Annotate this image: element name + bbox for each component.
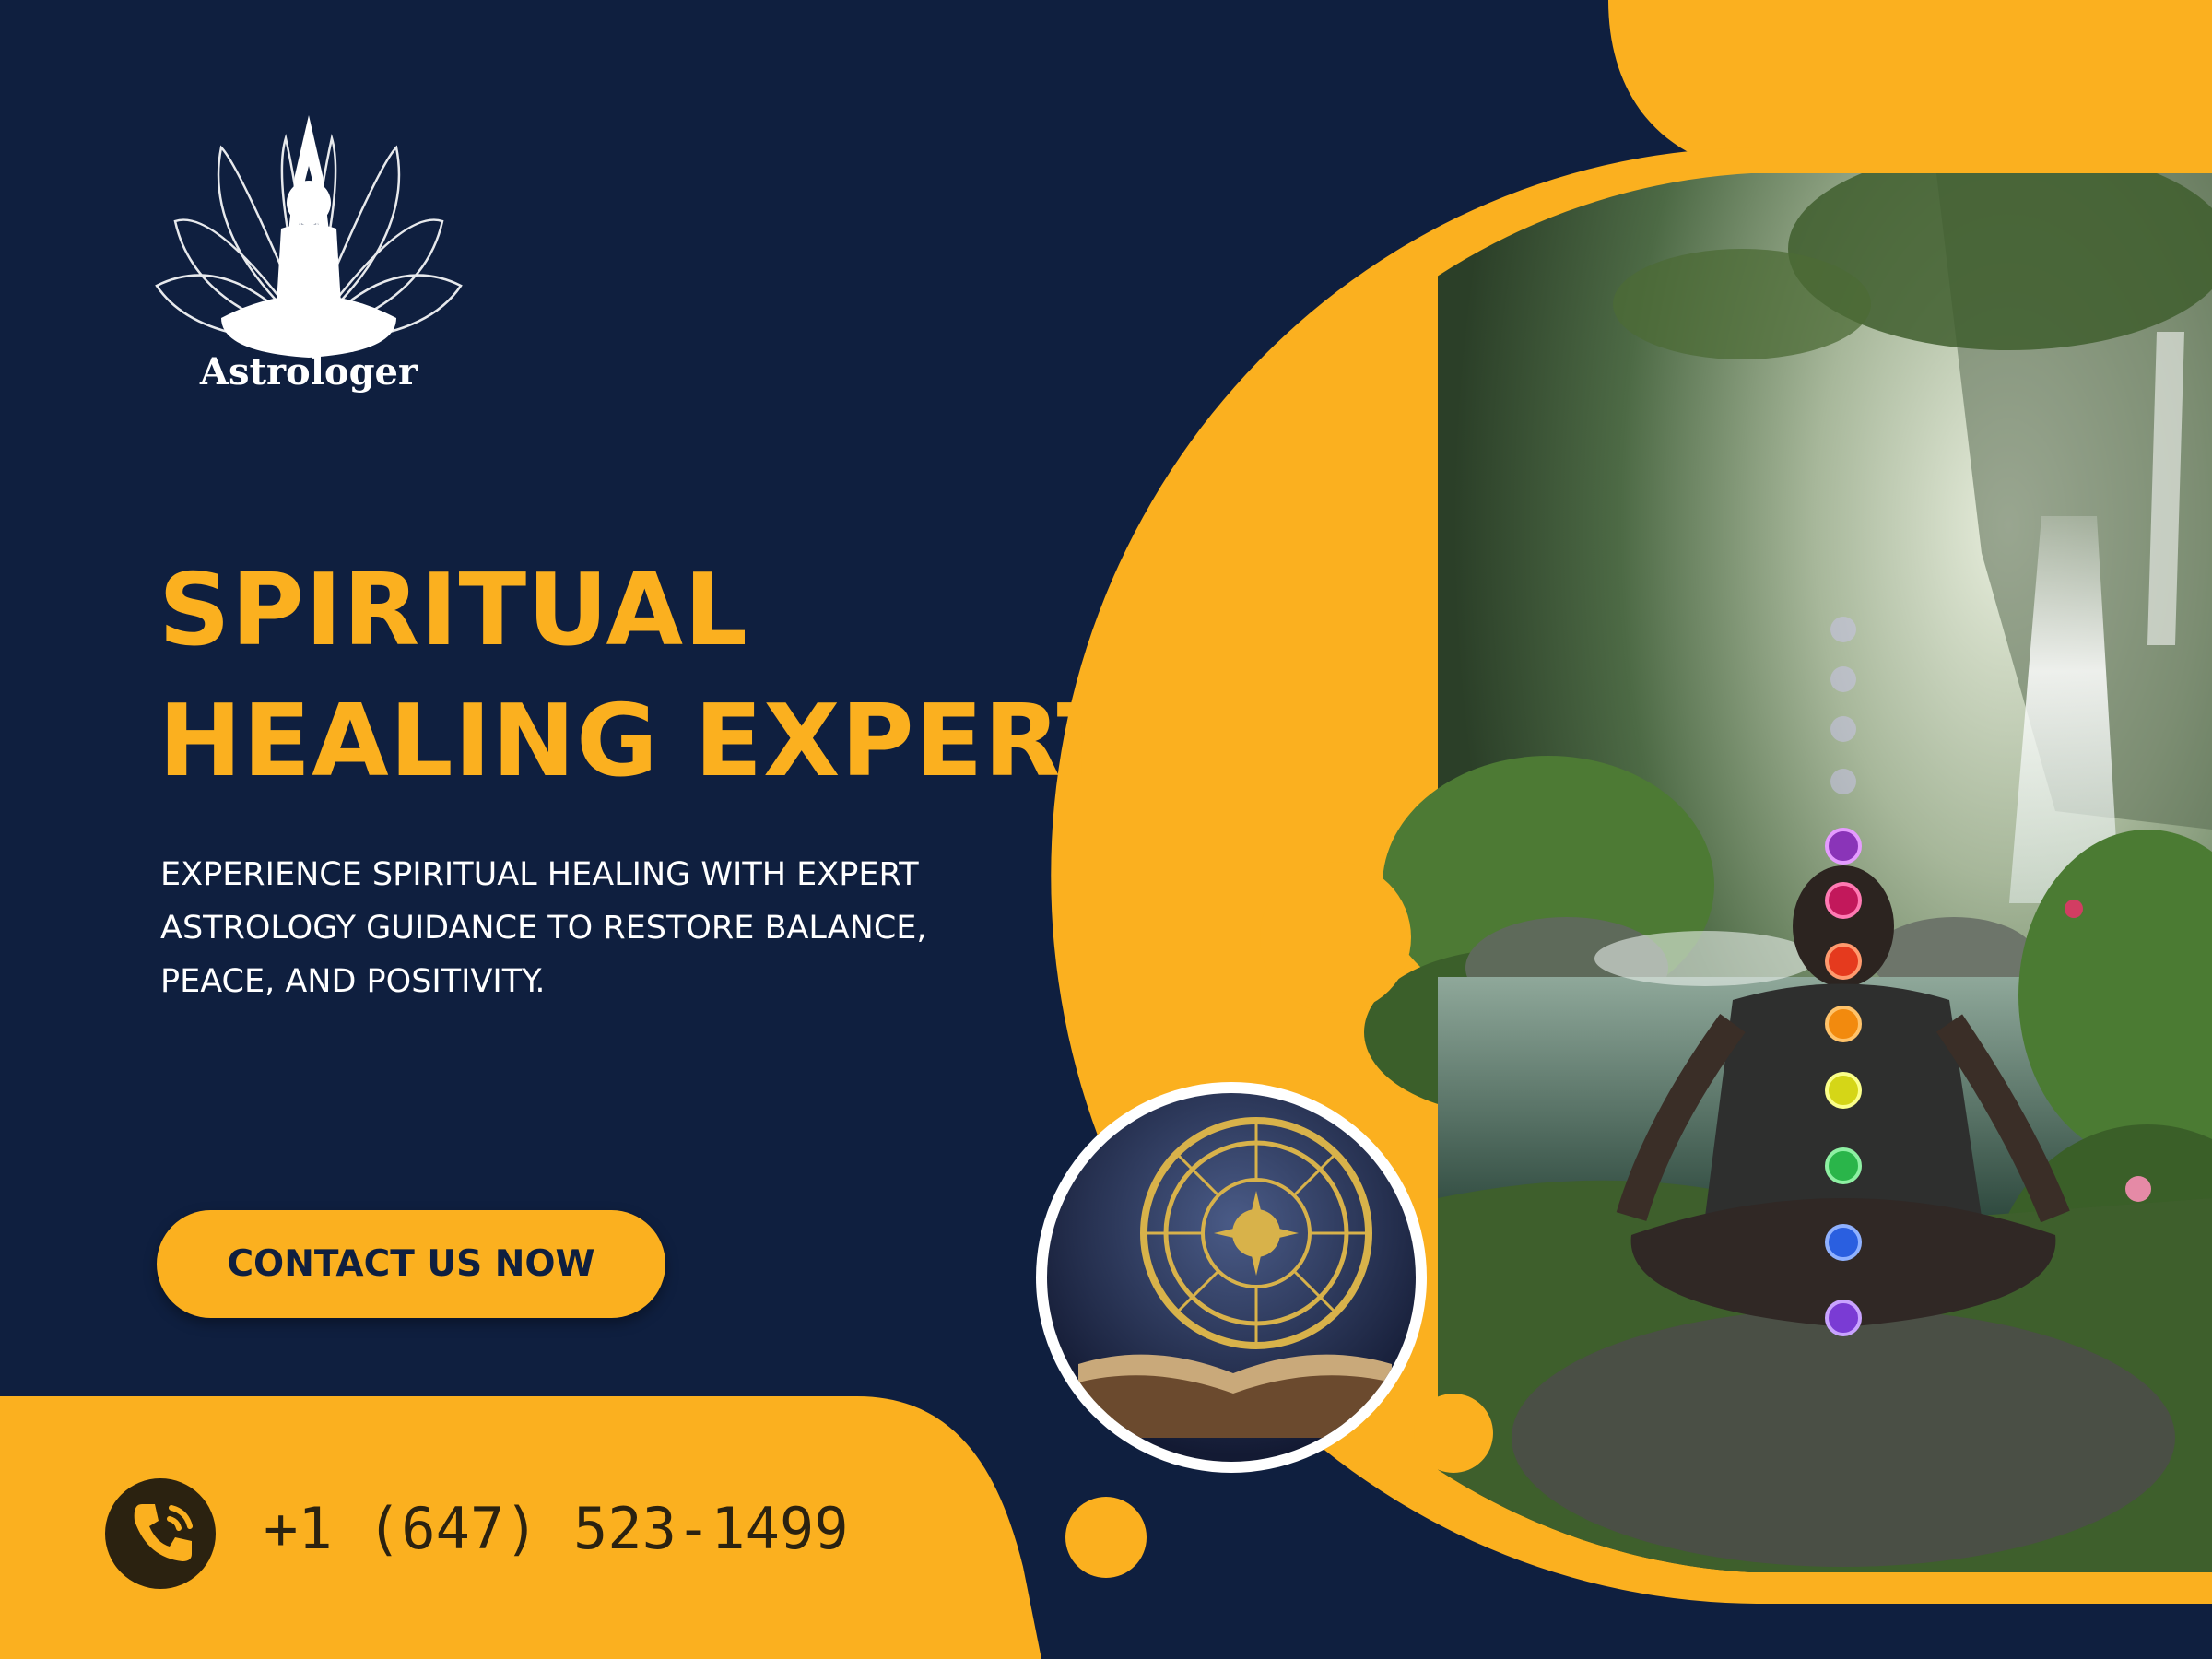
brand-name: Astrologer — [199, 350, 418, 394]
page-title — [159, 546, 1246, 807]
phone-number-link[interactable]: +1 (647) 523-1499 — [264, 1495, 849, 1562]
deco-circle-large — [1260, 862, 1411, 1013]
headline-line-1: SPIRITUAL — [159, 553, 748, 668]
contact-us-button[interactable]: CONTACT US NOW — [157, 1210, 665, 1318]
deco-circle-small — [1065, 1497, 1147, 1578]
hero-description: EXPERIENCE SPIRITUAL HEALING WITH EXPERT ASTROLOGY GUIDANCE TO RESTORE BALANCE, PEACE, AND POSITIVITY. — [160, 856, 927, 1000]
deco-circle-medium — [1414, 1394, 1493, 1473]
phone-icon[interactable] — [103, 1477, 218, 1591]
main-photo — [1364, 147, 2212, 1604]
headline-line-2: HEALING EXPERT — [159, 684, 1126, 799]
